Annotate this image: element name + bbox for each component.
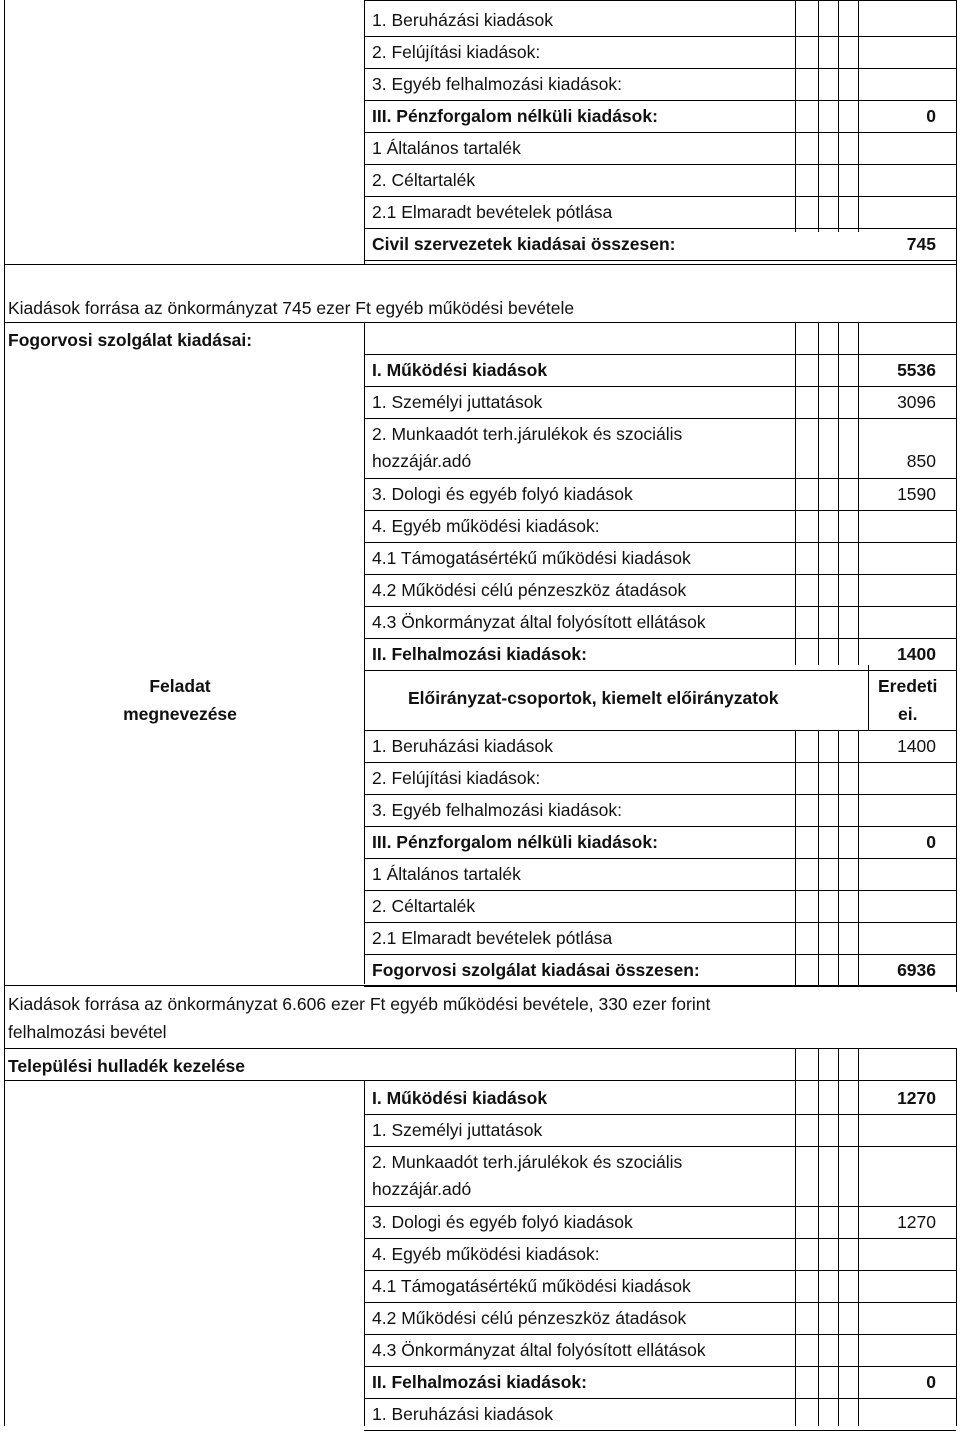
row-label: 3. Dologi és egyéb folyó kiadások [372,484,633,504]
row-rule [364,100,956,101]
header-eloiranyzat: Előirányzat-csoportok, kiemelt előirányzatok [408,688,779,708]
left-border [4,0,5,264]
row-rule [4,1080,956,1081]
row-rule [364,954,956,955]
column-rule [868,665,869,730]
funding-note-cont: felhalmozási bevétel [8,1022,167,1042]
row-rule [364,132,956,133]
left-border [4,264,5,322]
row-rule [364,1302,956,1303]
row-rule [364,510,956,511]
row-label: 4.3 Önkormányzat által folyósított ellátások [372,1340,706,1360]
row-rule [364,1366,956,1367]
row-rule [364,36,956,37]
column-rule [364,1080,365,1426]
row-label: 4.2 Működési célú pénzeszköz átadások [372,1308,687,1328]
row-rule [364,196,956,197]
row-label: Fogorvosi szolgálat kiadásai összesen: [372,960,700,980]
row-value: 745 [906,234,936,254]
row-label: 2. Felújítási kiadások: [372,42,541,62]
row-label: 1. Személyi juttatások [372,1120,543,1140]
row-label: 2. Céltartalék [372,170,476,190]
row-label-cont: hozzájár.adó [372,451,472,471]
row-label: 4.2 Működési célú pénzeszköz átadások [372,580,687,600]
row-label: 1 Általános tartalék [372,138,521,158]
row-label: 4.1 Támogatásértékű működési kiadások [372,1276,691,1296]
row-rule [364,1146,956,1147]
row-label: 1. Személyi juttatások [372,392,543,412]
right-border [956,264,957,322]
row-label: 2. Munkaadót terh.járulékok és szociális [372,424,683,444]
row-value: 850 [906,451,936,471]
left-border [4,1048,5,1426]
row-label: I. Működési kiadások [372,360,548,380]
row-rule [364,1398,956,1399]
row-rule [364,1238,956,1239]
row-rule [364,826,956,827]
row-label: 1. Beruházási kiadások [372,736,553,756]
row-value: 1590 [897,484,936,504]
row-value: 0 [926,1372,936,1392]
row-rule [364,68,956,69]
row-rule [364,794,956,795]
funding-note: Kiadások forrása az önkormányzat 745 ezer Ft egyéb működési bevétele [8,298,575,318]
row-rule [364,986,956,987]
row-label: II. Felhalmozási kiadások: [372,644,587,664]
section-title: Fogorvosi szolgálat kiadásai: [8,330,253,350]
row-label: 3. Egyéb felhalmozási kiadások: [372,800,622,820]
row-label: 3. Egyéb felhalmozási kiadások: [372,74,622,94]
row-rule [4,985,956,986]
row-label: 4.3 Önkormányzat által folyósított ellátások [372,612,706,632]
right-border [956,322,957,992]
row-label: 1. Beruházási kiadások [372,1404,553,1424]
right-border [956,1048,957,1426]
row-rule [4,322,956,323]
row-label-cont: hozzájár.adó [372,1179,472,1199]
row-label: III. Pénzforgalom nélküli kiadások: [372,832,658,852]
row-rule [364,228,956,229]
row-value: 3096 [897,392,936,412]
header-ei: ei. [898,704,918,724]
row-label: 4. Egyéb működési kiadások: [372,516,600,536]
header-eredeti: Eredeti [878,676,938,696]
row-label: 2.1 Elmaradt bevételek pótlása [372,202,613,222]
column-rule [364,322,365,984]
row-rule [364,762,956,763]
row-rule [364,1206,956,1207]
row-rule [4,1048,956,1049]
row-rule [364,0,956,1]
row-label: 2. Munkaadót terh.járulékok és szociális [372,1152,683,1172]
row-rule [364,478,956,479]
row-label: III. Pénzforgalom nélküli kiadások: [372,106,658,126]
row-value: 1270 [897,1212,936,1232]
row-rule [364,354,956,355]
funding-note: Kiadások forrása az önkormányzat 6.606 ezer Ft egyéb működési bevétele, 330 ezer forint [8,994,711,1014]
row-value: 0 [926,832,936,852]
row-value: 0 [926,106,936,126]
row-rule [364,606,956,607]
row-label: 2. Céltartalék [372,896,476,916]
row-rule [364,164,956,165]
row-label: II. Felhalmozási kiadások: [372,1372,587,1392]
row-value: 5536 [897,360,936,380]
row-rule [364,730,956,731]
row-rule [364,1114,956,1115]
right-border [956,0,957,264]
row-rule [364,638,956,639]
row-rule [364,922,956,923]
row-label: I. Működési kiadások [372,1088,548,1108]
row-label: 1. Beruházási kiadások [372,10,553,30]
row-value: 1270 [897,1088,936,1108]
row-label: 4. Egyéb működési kiadások: [372,1244,600,1264]
row-rule [364,386,956,387]
row-label: 1 Általános tartalék [372,864,521,884]
row-value: 1400 [897,736,936,756]
header-megnevezese: megnevezése [123,704,237,724]
row-rule [364,890,956,891]
row-rule [364,542,956,543]
row-label: 2.1 Elmaradt bevételek pótlása [372,928,613,948]
row-rule [4,264,956,265]
section-title: Települési hulladék kezelése [8,1056,246,1076]
row-label: 3. Dologi és egyéb folyó kiadások [372,1212,633,1232]
row-label: Civil szervezetek kiadásai összesen: [372,234,676,254]
row-rule [364,574,956,575]
row-rule [364,858,956,859]
row-value: 1400 [897,644,936,664]
header-feladat: Feladat [149,676,211,696]
row-label: 4.1 Támogatásértékű működési kiadások [372,548,691,568]
row-rule [364,1270,956,1271]
row-label: 2. Felújítási kiadások: [372,768,541,788]
row-rule [364,260,956,261]
row-rule [364,1334,956,1335]
row-rule [364,418,956,419]
row-value: 6936 [897,960,936,980]
